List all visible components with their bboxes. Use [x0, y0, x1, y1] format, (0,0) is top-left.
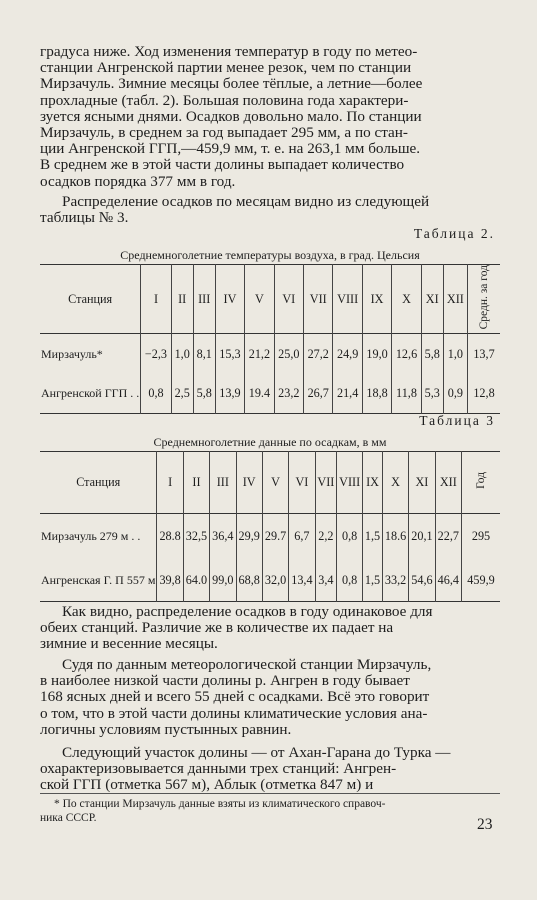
- text-line: таблицы № 3.: [40, 209, 129, 227]
- table-cell: 99,0: [210, 560, 236, 602]
- header-month: V: [245, 265, 274, 334]
- text-line: Мирзачуль, в среднем за год выпадает 295 мм, а по стан-: [40, 124, 408, 142]
- table-cell: 295: [462, 514, 501, 560]
- header-month: VII: [315, 452, 337, 514]
- table-precipitation: [40, 451, 500, 602]
- header-month: VI: [274, 265, 303, 334]
- table-cell: 13,7: [468, 334, 501, 374]
- table-cell: 0,8: [141, 374, 171, 414]
- text-line: ции Ангренской ГГП,—459,9 мм, т. е. на 263,1 мм больше.: [40, 140, 421, 158]
- text-line: осадков порядка 377 мм в год.: [40, 172, 236, 190]
- table-cell: 6,7: [289, 514, 315, 560]
- table-cell: 8,1: [193, 334, 215, 374]
- table-row: [40, 560, 500, 602]
- table-cell: 5,8: [193, 374, 215, 414]
- table-row: [40, 334, 500, 374]
- table-cell: 21,2: [245, 334, 274, 374]
- header-month: X: [382, 452, 408, 514]
- table-cell: 15,3: [215, 334, 244, 374]
- table-cell: 459,9: [462, 560, 501, 602]
- table-row: [40, 514, 500, 560]
- header-month: I: [157, 452, 183, 514]
- text-line: В среднем же в этой части долины выпадает количество: [40, 156, 405, 174]
- text-line: станции Ангренской партии менее резок, чем по станции: [40, 59, 412, 77]
- table-cell: 64.0: [183, 560, 209, 602]
- table-cell: 36,4: [210, 514, 236, 560]
- table-cell: 13,9: [215, 374, 244, 414]
- table-cell: 20,1: [409, 514, 435, 560]
- table-cell: 68,8: [236, 560, 262, 602]
- text-line: 168 ясных дней и всего 55 дней с осадками. Всё это говорит: [40, 688, 430, 706]
- header-month: IV: [215, 265, 244, 334]
- table-cell: 54,6: [409, 560, 435, 602]
- station-name: Мирзачуль 279 м . .: [41, 529, 141, 544]
- header-annual-mean: Средн. за год: [478, 265, 490, 330]
- footnote-line: ника СССР.: [40, 812, 97, 824]
- table-cell: 29.7: [262, 514, 288, 560]
- table-cell: 28.8: [157, 514, 183, 560]
- table-cell: 2,5: [171, 374, 193, 414]
- header-month: XII: [435, 452, 461, 514]
- text-line: охарактеризовывается данными трех станций: Ангрен-: [40, 760, 397, 778]
- table-cell: 5,3: [421, 374, 443, 414]
- header-month: II: [171, 265, 193, 334]
- table-cell: 1,5: [363, 560, 383, 602]
- footnote-line: * По станции Мирзачуль данные взяты из климатического справоч-: [54, 798, 386, 810]
- table-cell: 19.4: [245, 374, 274, 414]
- table-cell: 18,8: [362, 374, 391, 414]
- text-line: Мирзачуль. Зимние месяцы более тёплые, а летние—более: [40, 75, 423, 93]
- table-cell: 32,5: [183, 514, 209, 560]
- table-cell: 18.6: [382, 514, 408, 560]
- table-cell: 39,8: [157, 560, 183, 602]
- header-month: II: [183, 452, 209, 514]
- header-station: Станция: [76, 475, 121, 489]
- header-month: XI: [421, 265, 443, 334]
- header-month: IX: [363, 452, 383, 514]
- header-month: XII: [443, 265, 467, 334]
- header-month: I: [141, 265, 171, 334]
- table-cell: 11,8: [392, 374, 421, 414]
- table-cell: 3,4: [315, 560, 337, 602]
- header-month: X: [392, 265, 421, 334]
- table3-label: Таблица 3: [419, 413, 495, 428]
- table-cell: 27,2: [304, 334, 333, 374]
- table-cell: 0,8: [337, 514, 363, 560]
- text-line: обеих станций. Различие же в количестве их падает на: [40, 619, 394, 637]
- header-month: VIII: [337, 452, 363, 514]
- table-cell: 12,6: [392, 334, 421, 374]
- table-cell: 32,0: [262, 560, 288, 602]
- header-month: XI: [409, 452, 435, 514]
- table-cell: 29,9: [236, 514, 262, 560]
- table-cell: 46,4: [435, 560, 461, 602]
- table-cell: 12,8: [468, 374, 501, 414]
- text-line: логичны условиям пустынных равнин.: [40, 720, 292, 738]
- header-month: IV: [236, 452, 262, 514]
- table-cell: 0,8: [337, 560, 363, 602]
- table-cell: 5,8: [421, 334, 443, 374]
- text-line: Распределение осадков по месяцам видно из следующей: [62, 193, 430, 210]
- table-cell: 1,0: [443, 334, 467, 374]
- paragraph-table-intro: [40, 194, 500, 226]
- table3-title: Среднемноголетние данные по осадкам, в мм: [153, 435, 387, 449]
- footnote: [40, 793, 500, 825]
- header-month: IX: [362, 265, 391, 334]
- table-cell: 25,0: [274, 334, 303, 374]
- text-line: ской ГГП (отметка 567 м), Аблык (отметка 847 м) и: [40, 776, 374, 794]
- table-cell: 19,0: [362, 334, 391, 374]
- text-line: зимние и весенние месяцы.: [40, 635, 218, 653]
- paragraph-station-data: [40, 657, 500, 738]
- table2-label: Таблица 2.: [413, 226, 495, 241]
- header-month: III: [210, 452, 236, 514]
- paragraph-climate: [40, 44, 500, 190]
- table-cell: 2,2: [315, 514, 337, 560]
- table-cell: 26,7: [304, 374, 333, 414]
- text-line: Следующий участок долины — от Ахан-Гарана до Турка —: [62, 744, 451, 761]
- text-line: градуса ниже. Ход изменения температур в году по метео-: [40, 43, 418, 60]
- table2-title: Среднемноголетние температуры воздуха, в град. Цельсия: [120, 248, 420, 262]
- text-line: о том, что в этой части долины климатические условия ана-: [40, 704, 428, 722]
- header-month: VIII: [333, 265, 362, 334]
- text-line: прохладные (табл. 2). Большая половина года характери-: [40, 91, 409, 109]
- paragraph-next-section: [40, 745, 500, 794]
- table-row: [40, 374, 500, 414]
- station-name: Ангренской ГГП . .: [41, 386, 140, 401]
- page-number: 23: [477, 816, 493, 833]
- text-line: в наиболее низкой части долины р. Ангрен в году бывает: [40, 672, 410, 690]
- header-month: III: [193, 265, 215, 334]
- table-cell: 33,2: [382, 560, 408, 602]
- text-line: Как видно, распределение осадков в году одинаковое для: [62, 603, 433, 620]
- header-month: VII: [304, 265, 333, 334]
- station-name: Мирзачуль*: [41, 346, 103, 361]
- table-temperature: [40, 264, 500, 414]
- header-annual-total: Год: [475, 472, 487, 489]
- table-cell: 13,4: [289, 560, 315, 602]
- table-cell: 24,9: [333, 334, 362, 374]
- station-name: Ангренская Г. П 557 м: [41, 572, 156, 587]
- paragraph-distribution: [40, 604, 500, 653]
- table-cell: 23,2: [274, 374, 303, 414]
- header-station: Станция: [68, 291, 113, 306]
- table-cell: 1,0: [171, 334, 193, 374]
- table-cell: 0,9: [443, 374, 467, 414]
- text-line: Судя по данным метеорологической станции Мирзачуль,: [62, 656, 432, 673]
- table-cell: 1,5: [363, 514, 383, 560]
- text-line: зуется ясными днями. Осадков довольно мало. По станции: [40, 107, 422, 125]
- header-month: V: [262, 452, 288, 514]
- table-cell: 22,7: [435, 514, 461, 560]
- table-cell: −2,3: [141, 334, 171, 374]
- table-cell: 21,4: [333, 374, 362, 414]
- header-month: VI: [289, 452, 315, 514]
